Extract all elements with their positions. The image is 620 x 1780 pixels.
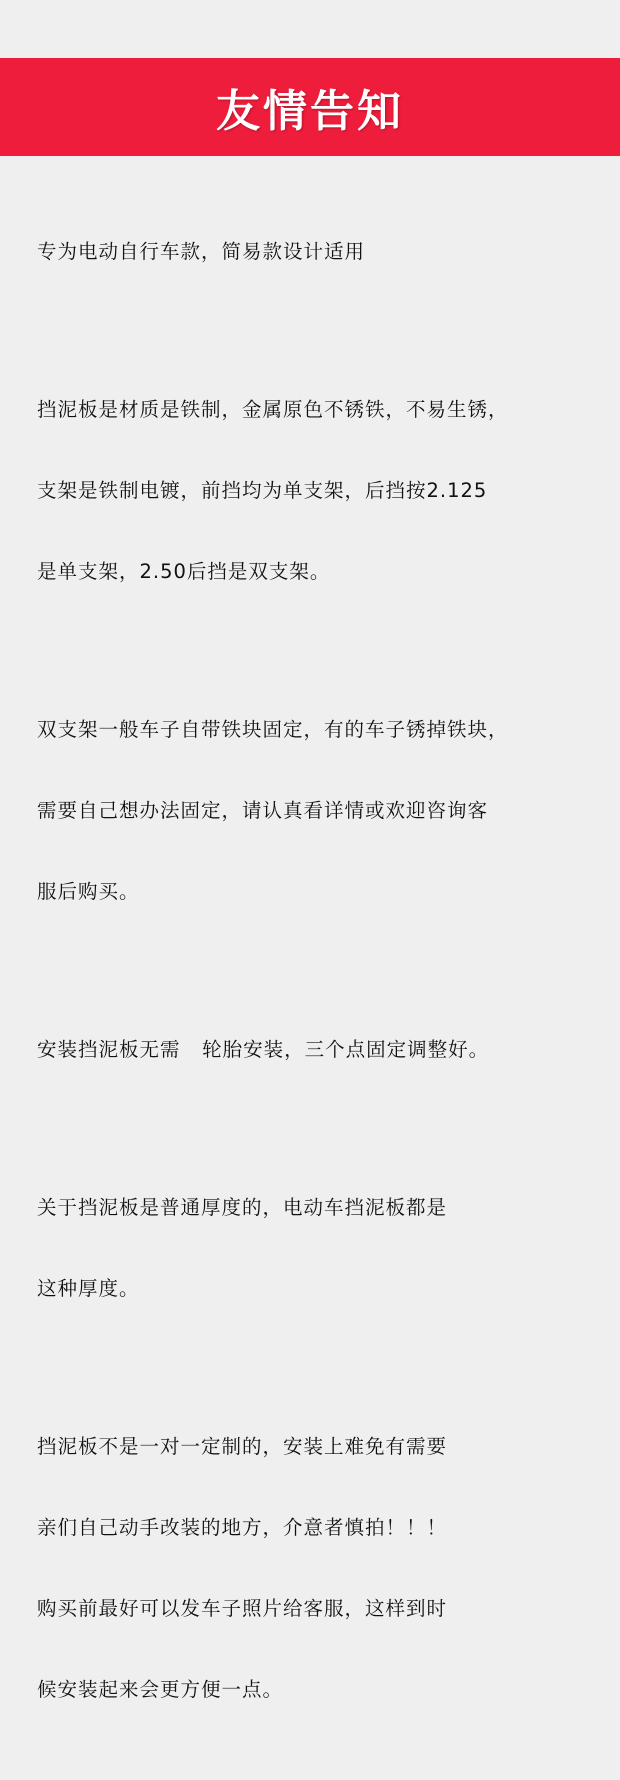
paragraph-installation — [37, 982, 617, 1117]
text-line: 是单支架，2.50后挡是双支架。 — [37, 560, 331, 583]
text-line: 双支架一般车子自带铁块固定，有的车子锈掉铁块， — [37, 718, 509, 741]
text-line: 服后购买。 — [37, 880, 140, 903]
paragraph-material — [37, 342, 617, 639]
text-line: 专为电动自行车款，简易款设计适用 — [37, 240, 366, 263]
banner-title: 友情告知 — [216, 86, 404, 137]
text-line: 需要自己想办法固定，请认真看详情或欢迎咨询客 — [37, 799, 489, 822]
paragraph-double-bracket — [37, 662, 617, 959]
text-line: 购买前最好可以发车子照片给客服，这样到时 — [37, 1597, 448, 1620]
text-line: 挡泥板是材质是铁制，金属原色不锈铁，不易生锈， — [37, 398, 509, 421]
text-line: 这种厚度。 — [37, 1277, 140, 1300]
text-line: 候安装起来会更方便一点。 — [37, 1678, 284, 1701]
notice-content — [37, 184, 617, 1780]
text-line: 支架是铁制电镀，前挡均为单支架，后挡按2.125 — [37, 479, 488, 502]
text-line: 挡泥板不是一对一定制的，安装上难免有需要 — [37, 1435, 448, 1458]
paragraph-thickness — [37, 1140, 617, 1356]
paragraph-compatibility — [37, 184, 617, 319]
paragraph-customization — [37, 1379, 617, 1757]
text-line: 关于挡泥板是普通厚度的，电动车挡泥板都是 — [37, 1196, 448, 1219]
text-line: 亲们自己动手改装的地方，介意者慎拍！！！ — [37, 1516, 448, 1539]
text-line: 安装挡泥板无需 轮胎安装，三个点固定调整好。 — [37, 1038, 490, 1061]
notice-banner — [0, 58, 620, 156]
